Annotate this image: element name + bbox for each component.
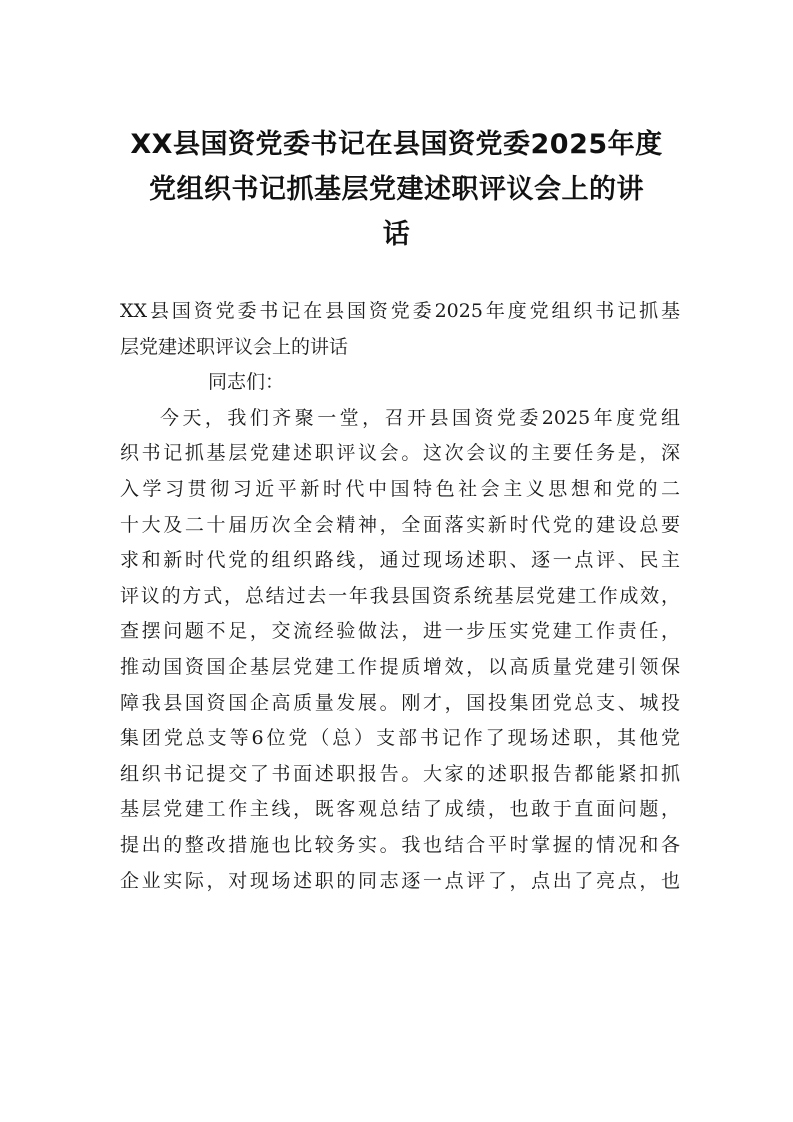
subtitle-line-1: XX县国资党委书记在县国资党委2025年度党组织书记抓基 xyxy=(120,300,680,322)
paragraph-line-11: 组织书记提交了书面述职报告。大家的述职报告都能紧扣抓 xyxy=(120,762,680,785)
title-line-2: 党组织书记抓基层党建述职评议会上的讲 xyxy=(149,174,644,205)
subtitle-line-2: 层党建述职评议会上的讲话 xyxy=(120,335,349,358)
paragraph-line-5: 求和新时代党的组织路线，通过现场述职、逐一点评、民主 xyxy=(120,549,680,572)
title-line-1: XX县国资党委书记在县国资党委2025年度 xyxy=(130,129,663,160)
paragraph-line-10: 集团党总支等6位党（总）支部书记作了现场述职，其他党 xyxy=(120,727,680,750)
paragraph-line-12: 基层党建工作主线，既客观总结了成绩，也敢于直面问题， xyxy=(120,798,680,821)
greeting: 同志们： xyxy=(208,371,285,394)
document-title xyxy=(100,122,693,257)
document-body xyxy=(120,294,680,899)
title-line-3: 话 xyxy=(382,219,411,250)
paragraph-line-9: 障我县国资国企高质量发展。刚才，国投集团党总支、城投 xyxy=(120,691,680,714)
paragraph-line-6: 评议的方式，总结过去一年我县国资系统基层党建工作成效， xyxy=(120,584,680,607)
paragraph-line-1: 今天，我们齐聚一堂，召开县国资党委2025年度党组 xyxy=(160,406,680,429)
paragraph-line-2: 织书记抓基层党建述职评议会。这次会议的主要任务是，深 xyxy=(120,442,680,465)
paragraph-line-8: 推动国资国企基层党建工作提质增效，以高质量党建引领保 xyxy=(120,655,680,678)
paragraph-line-4: 十大及二十届历次全会精神，全面落实新时代党的建设总要 xyxy=(120,513,680,536)
paragraph-line-7: 查摆问题不足，交流经验做法，进一步压实党建工作责任， xyxy=(120,620,680,643)
paragraph-line-13: 提出的整改措施也比较务实。我也结合平时掌握的情况和各 xyxy=(120,833,680,856)
paragraph-line-14: 企业实际，对现场述职的同志逐一点评了，点出了亮点，也 xyxy=(120,869,680,892)
paragraph-line-3: 入学习贯彻习近平新时代中国特色社会主义思想和党的二 xyxy=(120,477,680,500)
